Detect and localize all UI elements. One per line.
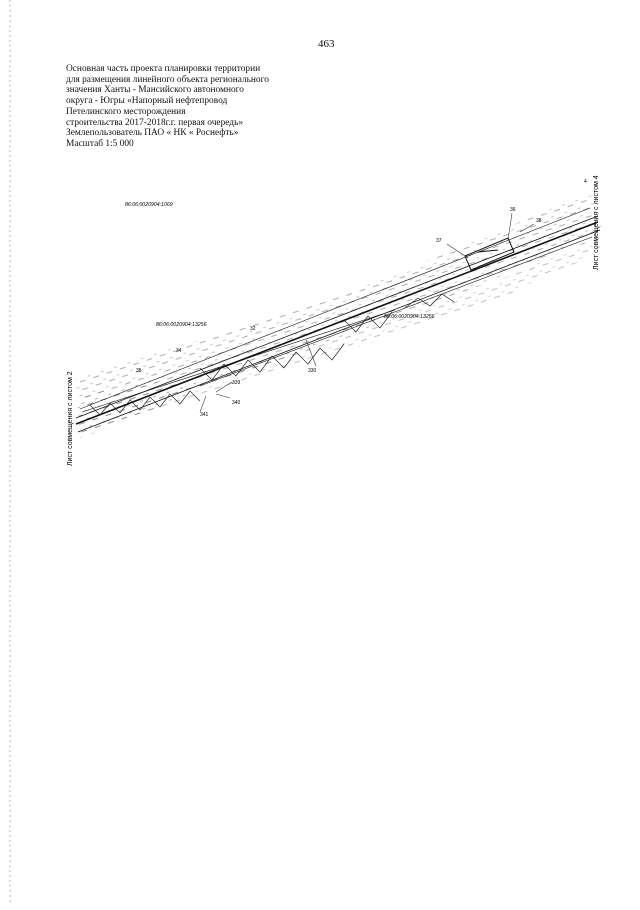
point-label-37: 37 [436, 238, 442, 244]
point-label-330: 330 [308, 368, 317, 374]
point-label-36: 36 [510, 207, 516, 213]
point-label-340: 340 [232, 400, 241, 406]
parcel-label-2: 86:06:0020904:13256 [156, 322, 207, 328]
point-label-34: 34 [176, 348, 182, 354]
sheet-join-right: Лист совмещения с листом 4 [593, 175, 600, 270]
header-line-3: значения Ханты - Мансийского автономного [66, 85, 244, 96]
parcel-label-3: 86:06:0020904:13256 [384, 314, 435, 320]
point-label-35: 35 [136, 368, 142, 374]
page-number: 463 [318, 38, 335, 50]
point-label-32: 32 [250, 326, 256, 332]
header-line-1: Основная часть проекта планировки территории [66, 64, 261, 74]
parcel-label-1: 86:06:0020904:1069 [125, 202, 173, 208]
point-label-339: 339 [232, 380, 241, 386]
header-line-5: Петелинского месторождения [66, 106, 186, 117]
header-line-2: для размещения линейного объекта регионального [66, 74, 269, 85]
point-label-341: 341 [200, 412, 209, 418]
header-line-6: строительства 2017-2018г.г. первая очередь» [66, 117, 244, 128]
header-line-8: Масштаб 1:5 000 [66, 138, 134, 149]
header-line-7: Землепользователь ПАО « НК « Роснефть» [66, 128, 239, 139]
header-line-4: округа - Югры «Напорный нефтепровод [66, 96, 228, 107]
point-label-38: 38 [536, 218, 542, 224]
sheet-join-left: Лист совмещения с листом 2 [67, 371, 74, 466]
point-label-4: 4 [584, 179, 587, 185]
